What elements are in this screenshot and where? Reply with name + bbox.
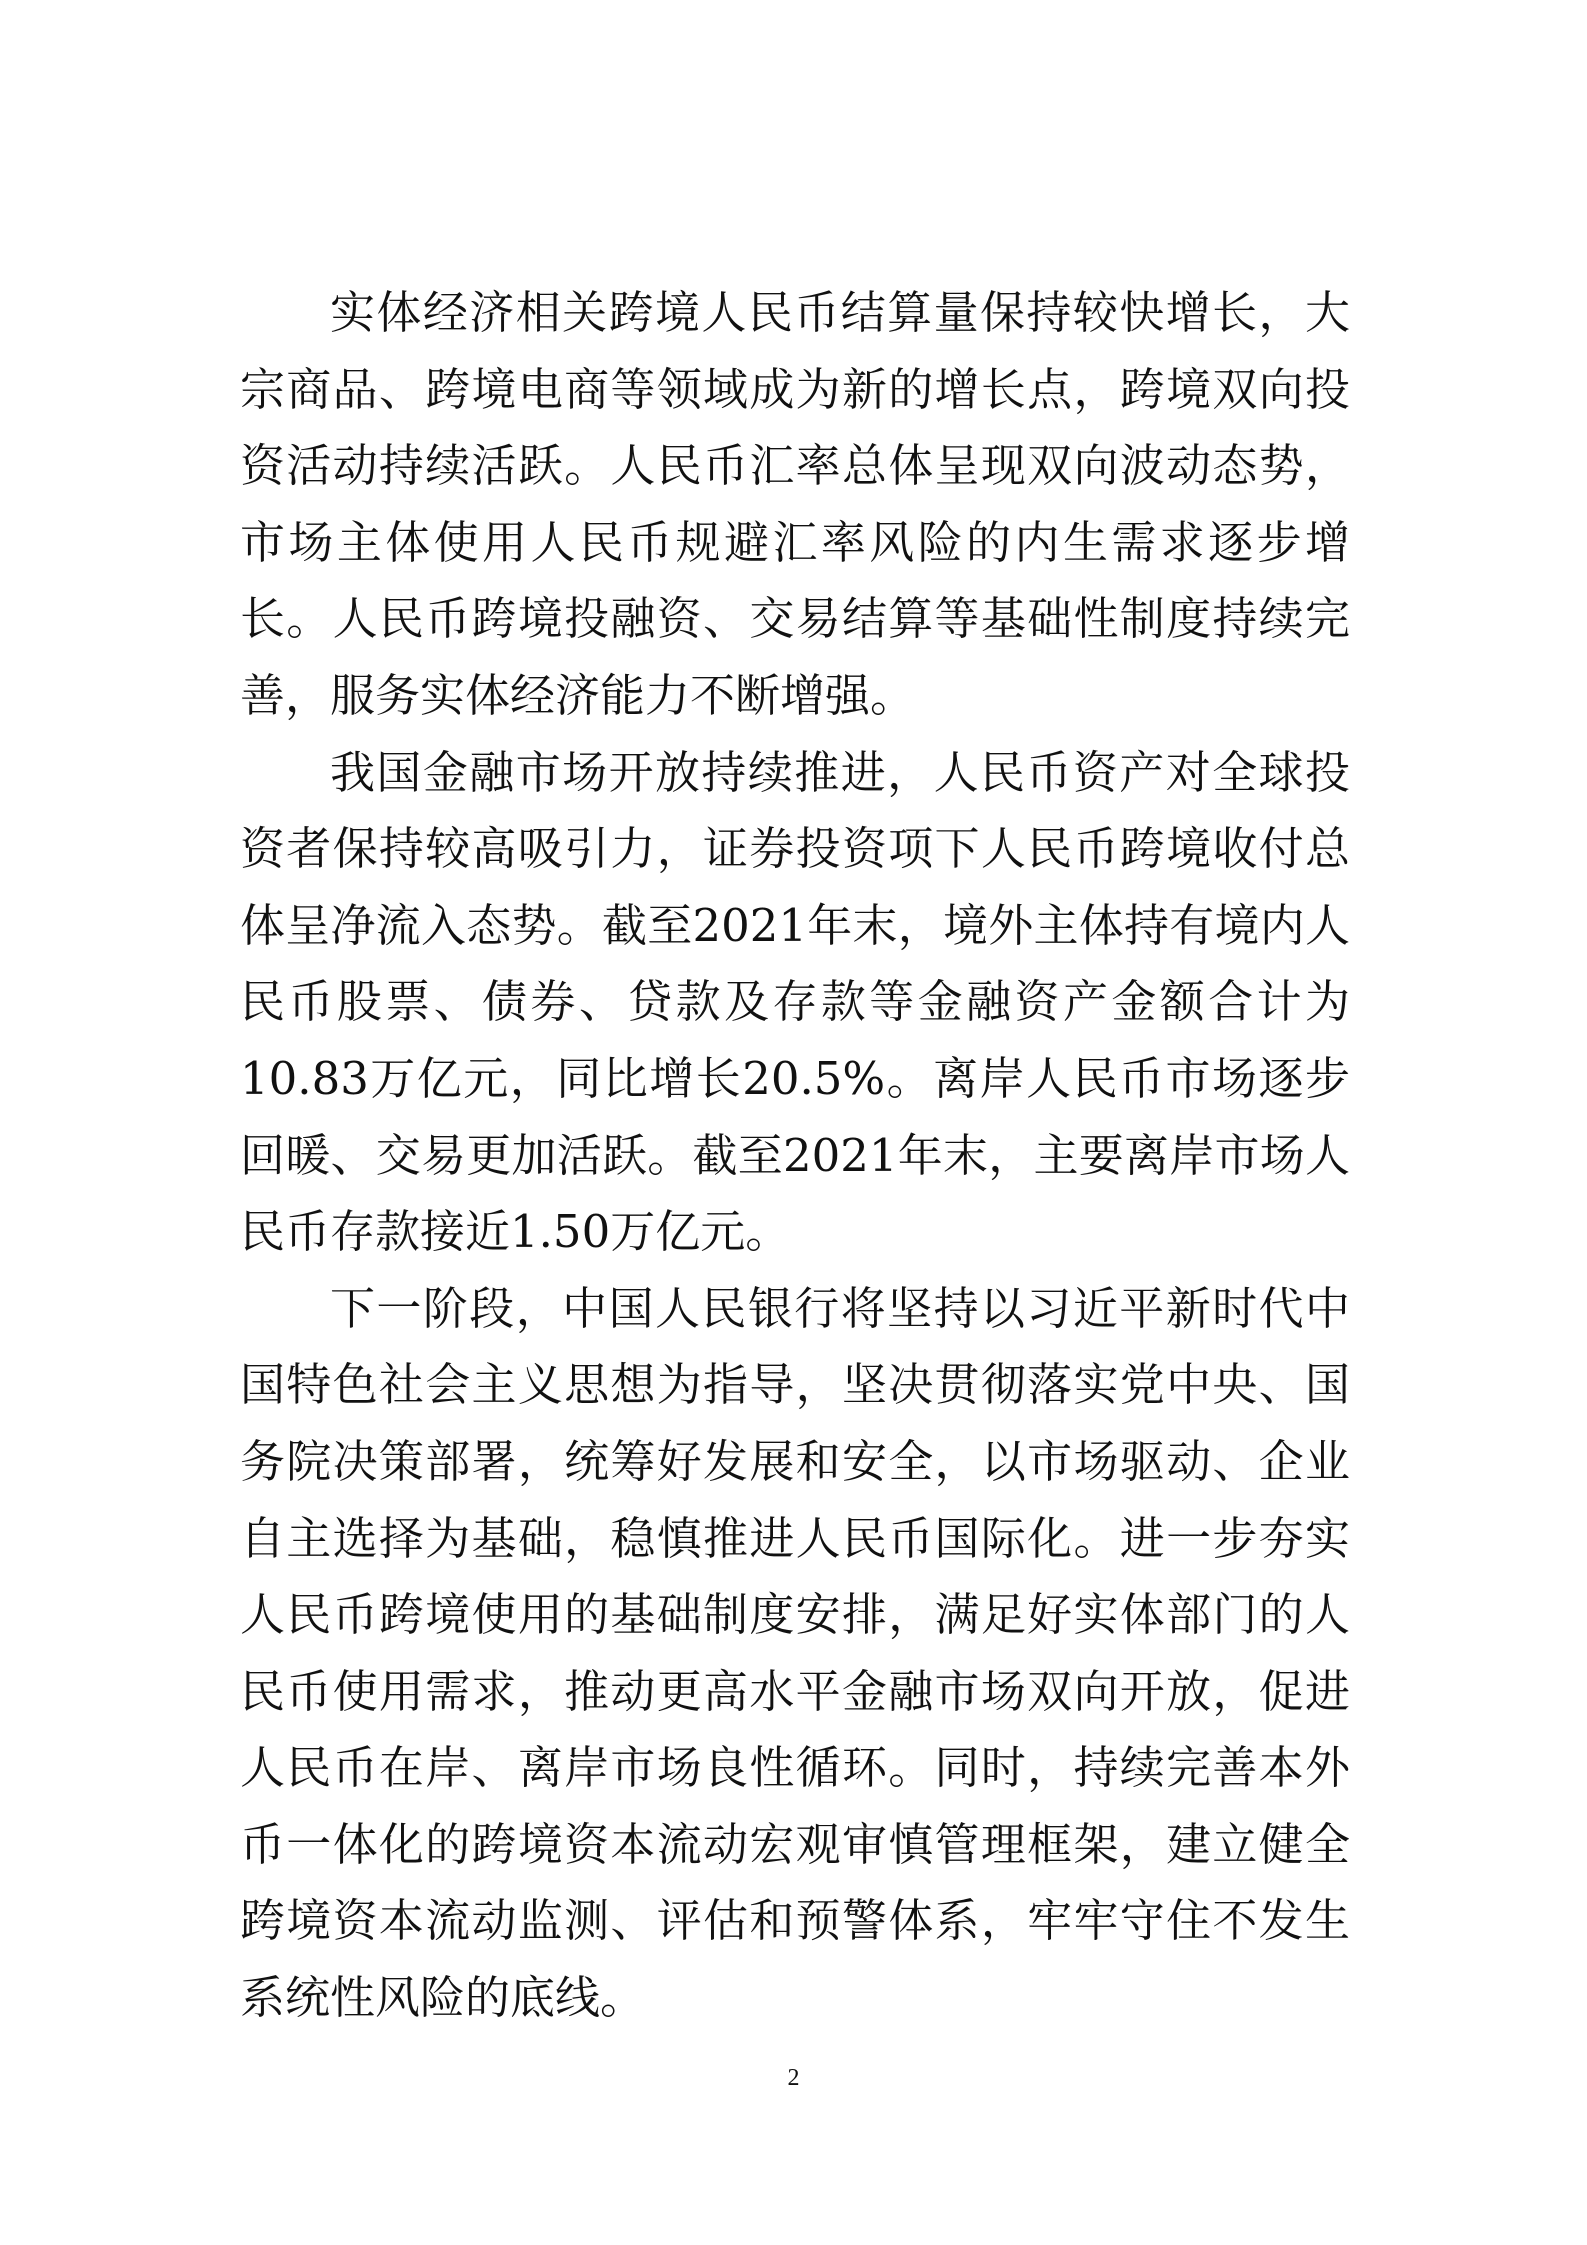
paragraph-financial-market: 我国金融市场开放持续推进，人民币资产对全球投资者保持较高吸引力，证券投资项下人民币跨境收付总体呈净流入态势。截至2021年末，境外主体持有境内人民币股票、债券、贷款及存款等金融资产金额合计为10.83万亿元，同比增长20.5%。离岸人民币市场逐步回暖、交易更加活跃。截至2021年末，主要离岸市场人民币存款接近1.50万亿元。 [240,745,1350,1259]
paragraph-next-stage: 下一阶段，中国人民银行将坚持以习近平新时代中国特色社会主义思想为指导，坚决贯彻落实党中央、国务院决策部署，统筹好发展和安全，以市场驱动、企业自主选择为基础，稳慎推进人民币国际化。进一步夯实人民币跨境使用的基础制度安排，满足好实体部门的人民币使用需求，推动更高水平金融市场双向开放，促进人民币在岸、离岸市场良性循环。同时，持续完善本外币一体化的跨境资本流动宏观审慎管理框架，建立健全跨境资本流动监测、评估和预警体系，牢牢守住不发生系统性风险的底线。 [240,1281,1350,2025]
page-number: 2 [787,2065,800,2091]
body-text [240,275,1350,2037]
paragraph-settlement: 实体经济相关跨境人民币结算量保持较快增长，大宗商品、跨境电商等领域成为新的增长点，跨境双向投资活动持续活跃。人民币汇率总体呈现双向波动态势，市场主体使用人民币规避汇率风险的内生需求逐步增长。人民币跨境投融资、交易结算等基础性制度持续完善，服务实体经济能力不断增强。 [240,286,1350,722]
